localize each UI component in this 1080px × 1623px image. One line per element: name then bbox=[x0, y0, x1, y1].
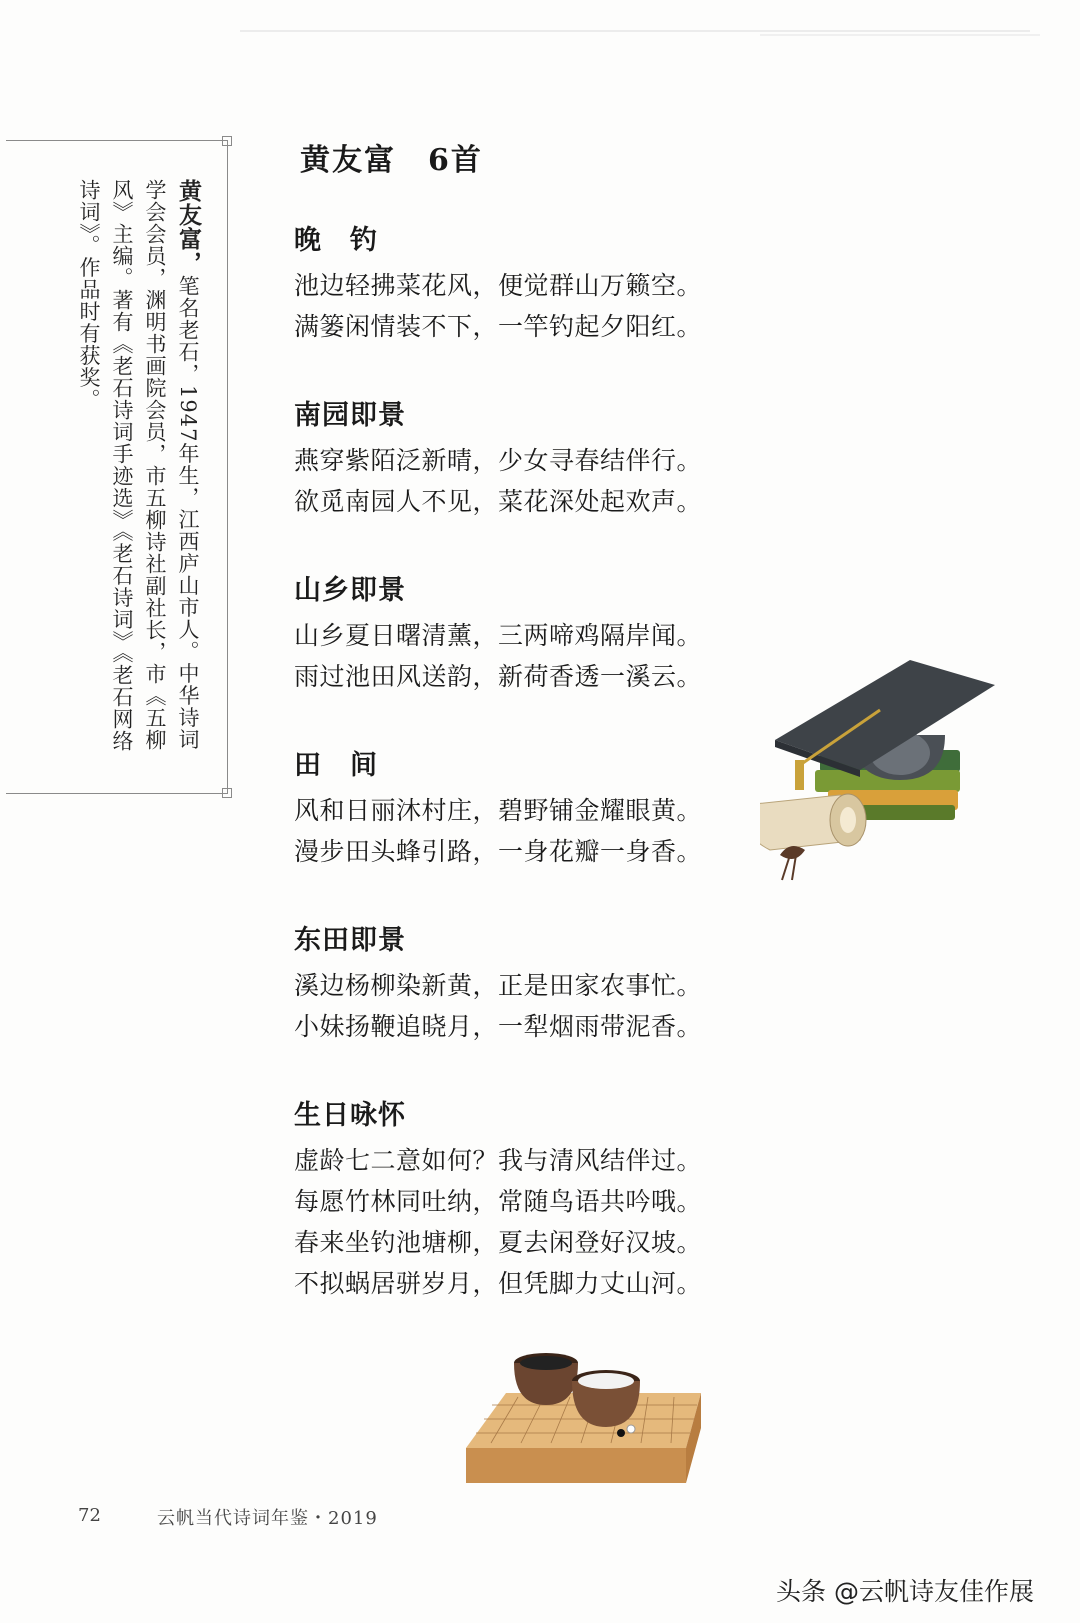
author-name: 黄友富， bbox=[175, 179, 202, 275]
poem bbox=[294, 743, 734, 872]
go-board-icon bbox=[446, 1333, 716, 1518]
poem-title: 南园即景 bbox=[294, 400, 406, 431]
poem-line: 春来坐钓池塘柳，夏去闲登好汉坡。 bbox=[294, 1228, 703, 1257]
top-rule-secondary bbox=[760, 34, 1040, 36]
bio-box-corner-ornament bbox=[222, 788, 232, 798]
poem bbox=[294, 568, 734, 697]
poem-line: 满篓闲情装不下，一竿钓起夕阳红。 bbox=[294, 312, 703, 341]
poem-line: 雨过池田风送韵，新荷香透一溪云。 bbox=[294, 662, 703, 691]
source-watermark: 头条 @云帆诗友佳作展 bbox=[776, 1577, 1034, 1606]
poem-line: 漫步田头蜂引路，一身花瓣一身香。 bbox=[294, 837, 703, 866]
poem-title: 田 间 bbox=[294, 750, 378, 781]
poem-title: 东田即景 bbox=[294, 925, 406, 956]
poem-line: 燕穿紫陌泛新晴，少女寻春结伴行。 bbox=[294, 446, 703, 475]
poem bbox=[294, 918, 734, 1047]
poem-list bbox=[294, 218, 734, 1350]
poem bbox=[294, 1093, 734, 1304]
poem-line: 每愿竹林同吐纳，常随鸟语共吟哦。 bbox=[294, 1187, 703, 1216]
author-bio-box bbox=[6, 140, 228, 794]
poem-line: 不拟蜗居骈岁月，但凭脚力丈山河。 bbox=[294, 1269, 703, 1298]
poem bbox=[294, 218, 734, 347]
poem-line: 风和日丽沐村庄，碧野铺金耀眼黄。 bbox=[294, 796, 703, 825]
poem-line: 池边轻拂菜花风，便觉群山万籁空。 bbox=[294, 271, 703, 300]
poem-title: 晚 钓 bbox=[294, 225, 378, 256]
page-title: 黄友富 6首 bbox=[300, 143, 483, 178]
bio-box-corner-ornament bbox=[222, 136, 232, 146]
poem-line: 欲觅南园人不见，菜花深处起欢声。 bbox=[294, 487, 703, 516]
poem-title: 生日咏怀 bbox=[294, 1100, 406, 1131]
poem bbox=[294, 393, 734, 522]
author-bio-body: 笔名老石，1947年生，江西庐山市人。中华诗词学会会员，渊明书画院会员，市五柳诗社副社长，市《五柳风》主编。著有《老石诗词手迹选》《老石诗词》《老石网络诗词》。作品时有获奖。 bbox=[77, 179, 200, 752]
author-bio-text bbox=[72, 179, 205, 759]
poem-title: 山乡即景 bbox=[294, 575, 406, 606]
poem-line: 小妹扬鞭追晓月，一犁烟雨带泥香。 bbox=[294, 1012, 703, 1041]
poem-line: 溪边杨柳染新黄，正是田家农事忙。 bbox=[294, 971, 703, 1000]
poem-line: 虚龄七二意如何？我与清风结伴过。 bbox=[294, 1146, 703, 1175]
page-number: 72 bbox=[78, 1505, 101, 1526]
publication-title: 云帆当代诗词年鉴・2019 bbox=[157, 1508, 378, 1529]
graduation-cap-books-icon bbox=[760, 655, 1000, 905]
poem-line: 山乡夏日曙清薰，三两啼鸡隔岸闻。 bbox=[294, 621, 703, 650]
top-rule bbox=[240, 30, 1030, 32]
